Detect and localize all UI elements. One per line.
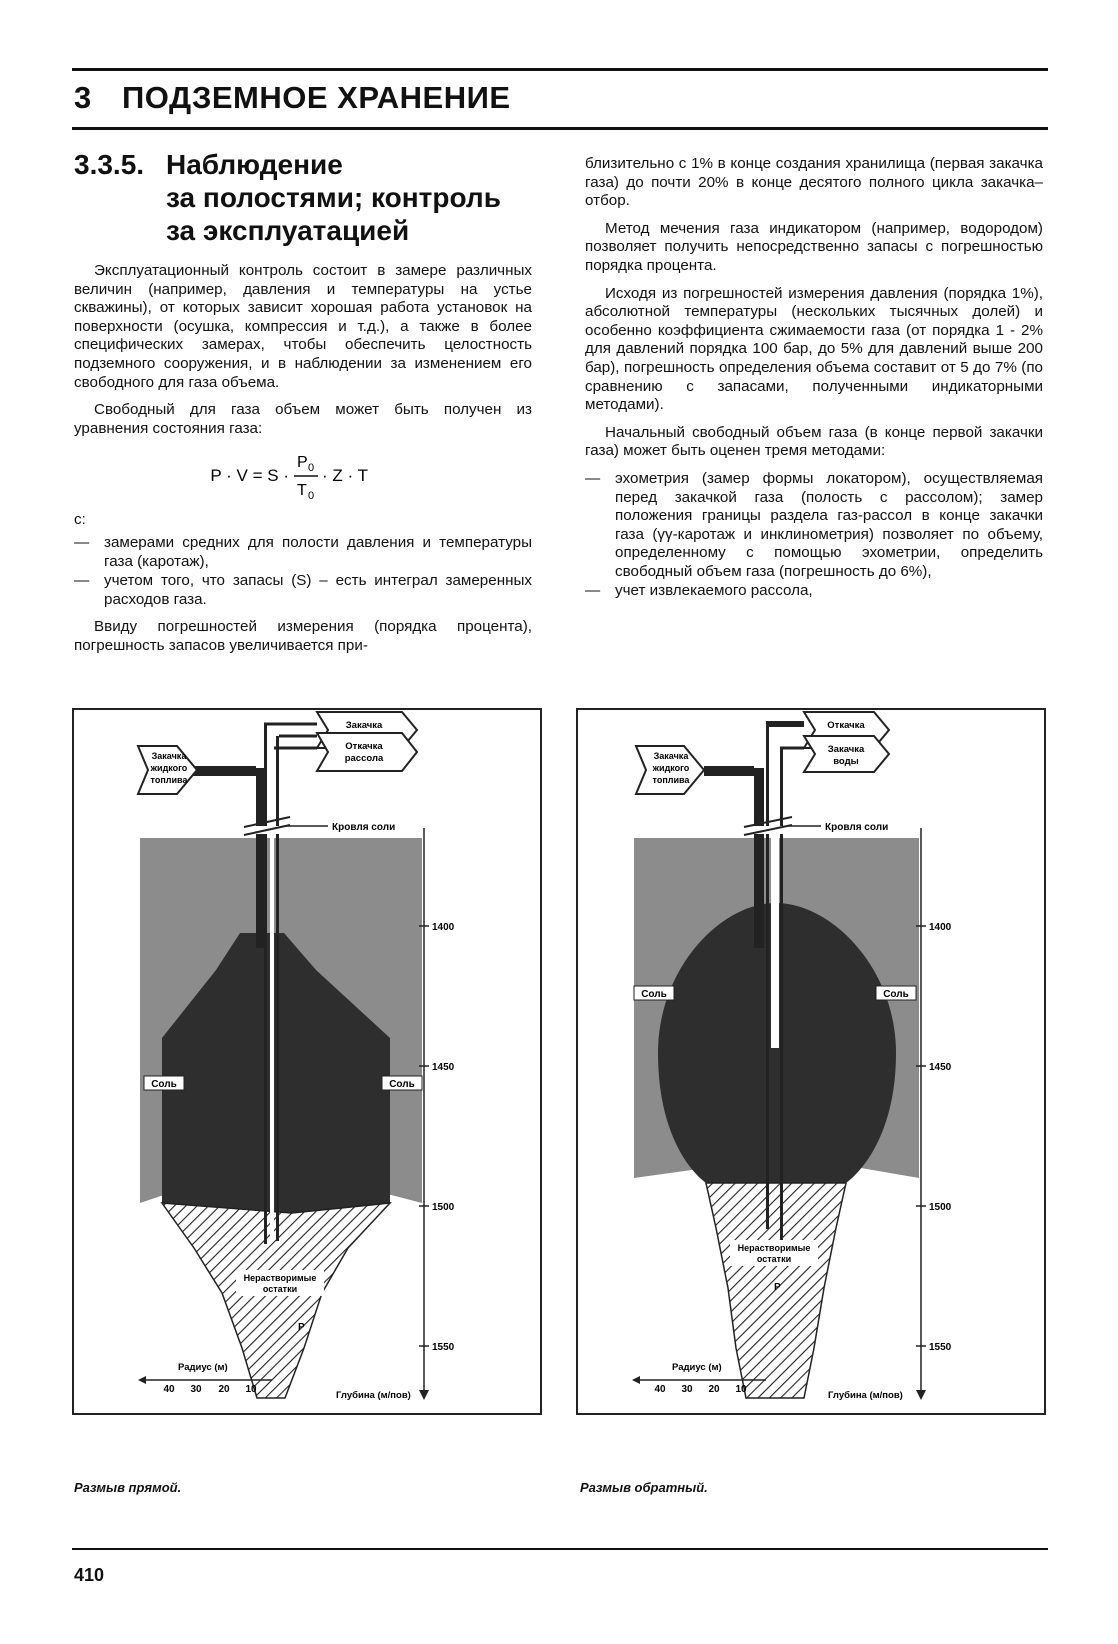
depth-tick-label: 1400 [929, 922, 952, 933]
formula-denominator-sub: 0 [308, 490, 315, 503]
chapter-header [74, 80, 511, 116]
salt-label: Соль [641, 989, 667, 1000]
radius-tick-label: 30 [190, 1384, 202, 1395]
fuel-line [192, 766, 256, 776]
salt-label: Соль [151, 1079, 177, 1090]
chapter-title: ПОДЗЕМНОЕ ХРАНЕНИЕ [122, 80, 511, 115]
section-title [74, 148, 544, 247]
section-title-line1: Наблюдение [166, 149, 343, 180]
radius-tick-label: 20 [218, 1384, 230, 1395]
list-item: — учет извлекаемого рассола, [585, 582, 1043, 601]
p-label: P [298, 1322, 305, 1333]
roof-label: Кровля соли [825, 822, 889, 833]
depth-tick-label: 1500 [929, 1202, 952, 1213]
section-number: 3.3.5. [74, 149, 145, 180]
figure-caption-right: Размыв обратный. [580, 1480, 708, 1495]
formula-lhs: P · V = S · [210, 466, 289, 486]
list-intro: с: [74, 511, 86, 529]
page-number: 410 [74, 1565, 105, 1585]
radius-tick-label: 30 [681, 1384, 693, 1395]
section-title-line3: за эксплуатацией [166, 215, 410, 246]
depth-axis-label: Глубина (м/пов) [828, 1390, 903, 1401]
right-column [585, 155, 1043, 610]
residue-label: остатки [262, 1284, 298, 1294]
list-item: — замерами средних для полости давления и температуры газа (каротаж), [74, 534, 532, 571]
formula-denominator: T [297, 482, 307, 500]
depth-tick-label: 1450 [432, 1062, 455, 1073]
radius-axis-label: Радиус (м) [672, 1362, 722, 1373]
depth-tick-label: 1500 [432, 1202, 455, 1213]
formula-numerator: P [297, 454, 308, 472]
casing [754, 768, 764, 948]
depth-axis-label: Глубина (м/пов) [336, 1390, 411, 1401]
p-label: P [774, 1282, 781, 1293]
gas-state-equation [74, 447, 532, 505]
formula-rhs: · Z · T [322, 466, 368, 486]
radius-axis-label: Радиус (м) [178, 1362, 228, 1373]
footer-rule [72, 1548, 1048, 1550]
fuel-line [704, 766, 754, 776]
arrow-label: Закачка [345, 720, 383, 731]
residue-label: Нерастворимые [243, 1273, 317, 1283]
left-dash-list [74, 534, 532, 609]
radius-tick-label: 10 [735, 1384, 747, 1395]
depth-tick-label: 1400 [432, 922, 455, 933]
brine-extraction-arrow [317, 733, 417, 771]
tubing-inner [780, 748, 783, 1248]
depth-tick-label: 1550 [432, 1342, 455, 1353]
arrow-label: Откачка [827, 720, 865, 731]
figure-direct-leaching [72, 708, 542, 1415]
residue-label: Нерастворимые [737, 1243, 811, 1253]
paragraph: Эксплуатационный контроль состоит в замере различных величин (например, давления и температуры на устье скважины), от которых зависит хорошая работа установок на поверхности (осушка, компрессия и т.д.), а также в более специфических замерах, чтобы обеспечить целостность подземного сооружения, и в наблюдении за изменением его свободного для газа объема. [74, 262, 532, 391]
depth-tick-label: 1450 [929, 1062, 952, 1073]
left-column [74, 262, 532, 665]
tubing-annulus [771, 748, 779, 1048]
arrow-label: воды [833, 756, 859, 767]
tubing-annulus [270, 736, 274, 1241]
right-dash-list [585, 470, 1043, 601]
salt-label: Соль [389, 1079, 415, 1090]
paragraph: близительно с 1% в конце создания хранилища (первая закачка газа) до почти 20% в конце десятого полного цикла закачка–отбор. [585, 155, 1043, 210]
section-title-line2: за полостями; контроль [166, 182, 501, 213]
casing [256, 768, 264, 948]
arrow-label: топлива [150, 775, 188, 785]
figure-caption-left: Размыв прямой. [74, 1480, 182, 1495]
list-item: — эхометрия (замер формы локатором), осуществляемая перед закачкой газа (полость с рассолом); замер положения границы раздела газ-рассол в конце закачки газа (γγ-каротаж и инклинометрия) позволяет по объему, определенному с помощью эхометрии, определить свободный объем газа (погрешность до 6%), [585, 470, 1043, 582]
arrow-label: жидкого [150, 763, 188, 773]
paragraph: Ввиду погрешностей измерения (порядка процента), погрешность запасов увеличивается при- [74, 618, 532, 654]
arrow-label: Закачка [653, 751, 689, 761]
radius-tick-label: 10 [245, 1384, 257, 1395]
depth-tick-label: 1550 [929, 1342, 952, 1353]
paragraph: Начальный свободный объем газа (в конце первой закачки газа) может быть оценен тремя методами: [585, 423, 1043, 460]
formula-numerator-sub: 0 [308, 462, 315, 475]
figure-reverse-leaching [576, 708, 1046, 1415]
tubing-outer [766, 724, 769, 1229]
residue-label: остатки [756, 1254, 792, 1264]
paragraph: Метод мечения газа индикатором (например, водородом) позволяет получить непосредственно запасы с погрешностью порядка процента. [585, 219, 1043, 274]
header-top-rule [72, 68, 1048, 71]
radius-tick-label: 40 [163, 1384, 175, 1395]
arrow-label: Закачка [151, 751, 187, 761]
arrow-label: Откачка [345, 741, 383, 752]
tubing-outer [264, 724, 267, 1244]
chapter-number: 3 [74, 80, 92, 115]
paragraph: Исходя из погрешностей измерения давления (порядка 1%), абсолютной температуры (нескольких тысячных долей) и особенно коэффициента сжимаемости газа (от порядка 1 - 2% для давлений порядка 100 бар, до 5% для давлений выше 200 бар), погрешность определения объема составит от 5 до 7% (по сравнению с запасами, полученными индикаторными методами). [585, 284, 1043, 414]
roof-label: Кровля соли [332, 822, 396, 833]
tubing-inner [276, 736, 279, 1241]
salt-label: Соль [883, 989, 909, 1000]
arrow-label: рассола [344, 753, 384, 764]
radius-tick-label: 20 [708, 1384, 720, 1395]
list-item: — учетом того, что запасы (S) – есть интеграл замеренных расходов газа. [74, 572, 532, 609]
arrow-label: жидкого [652, 763, 690, 773]
header-bottom-rule [72, 127, 1048, 130]
arrow-label: Закачка [827, 744, 865, 755]
radius-tick-label: 40 [654, 1384, 666, 1395]
arrow-label: топлива [652, 775, 690, 785]
paragraph: Свободный для газа объем может быть получен из уравнения состояния газа: [74, 401, 532, 437]
